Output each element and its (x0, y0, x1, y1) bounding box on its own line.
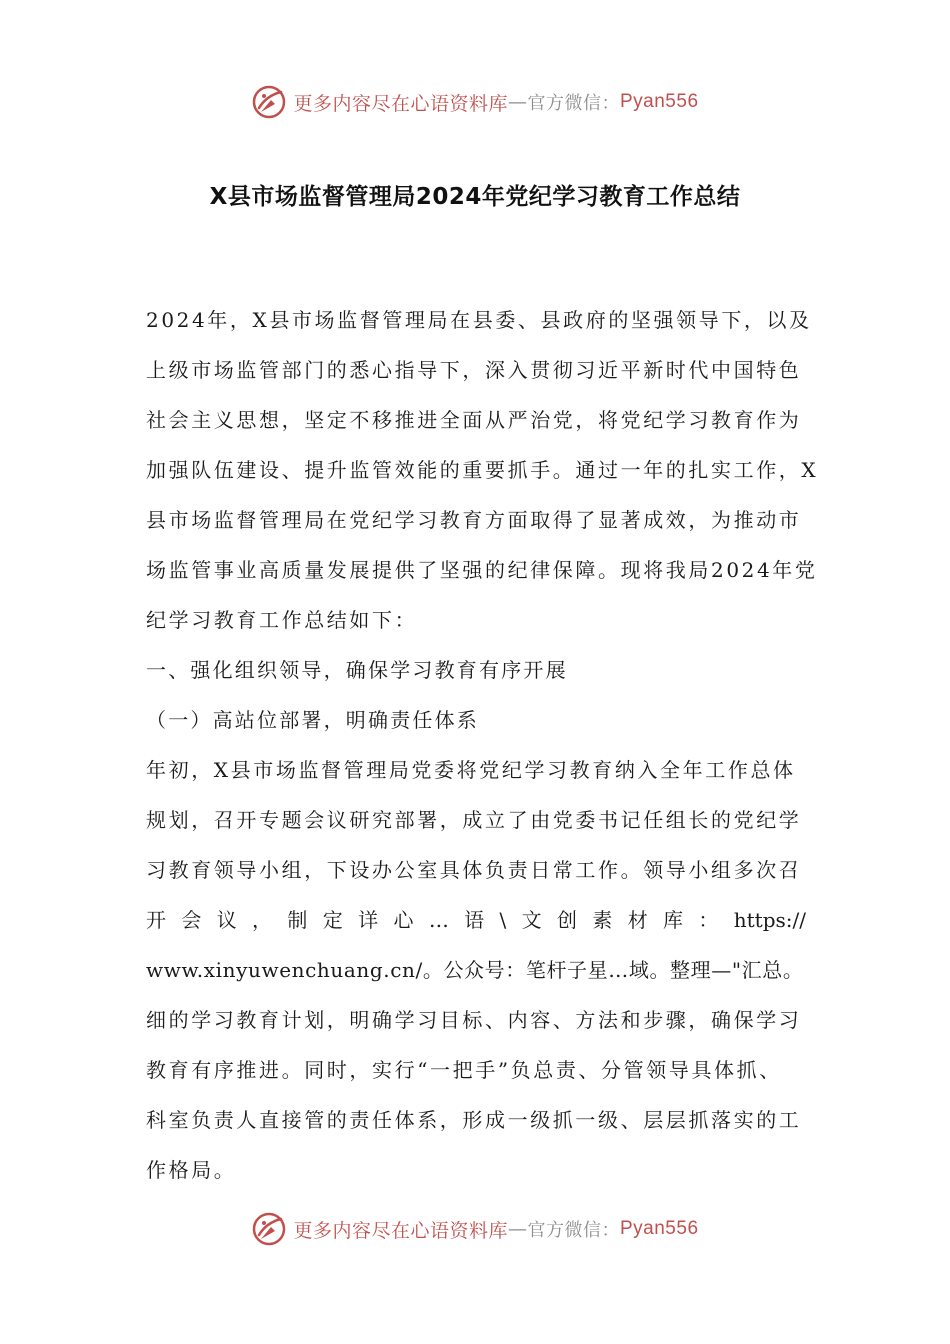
watermark-header (0, 82, 950, 122)
watermark-footer (0, 1209, 950, 1249)
watermark-wechat-label: 官方微信： (527, 93, 620, 114)
paragraph-line: 上级市场监管部门的悉心指导下，深入贯彻习近平新时代中国特色 (146, 358, 802, 382)
paragraph-line: 科室负责人直接管的责任体系，形成一级抓一级、层层抓落实的工 (146, 1108, 802, 1132)
paragraph-line: 纪学习教育工作总结如下： (146, 608, 418, 632)
section-heading: 一、强化组织领导，确保学习教育有序开展 (146, 658, 568, 682)
paragraph-line: 2024年，X县市场监督管理局在县委、县政府的坚强领导下，以及 (146, 308, 812, 332)
paragraph-line: 社会主义思想，坚定不移推进全面从严治党，将党纪学习教育作为 (146, 408, 802, 432)
paragraph-line: 年初，X县市场监督管理局党委将党纪学习教育纳入全年工作总体 (146, 758, 796, 782)
watermark-wechat-id: Pyan556 (620, 91, 699, 112)
paragraph-line: 县市场监督管理局在党纪学习教育方面取得了显著成效，为推动市 (146, 508, 802, 532)
paragraph-line: 作格局。 (146, 1158, 237, 1182)
watermark-site-text: 更多内容尽在心语资料库 (293, 92, 508, 115)
subsection-heading: （一）高站位部署，明确责任体系 (146, 708, 479, 732)
watermark-separator: — (508, 91, 528, 113)
pen-logo-icon (251, 1211, 287, 1247)
paragraph-line: 场监管事业高质量发展提供了坚强的纪律保障。现将我局2024年党 (146, 558, 818, 582)
paragraph-line: 细的学习教育计划，明确学习目标、内容、方法和步骤，确保学习 (146, 1008, 802, 1032)
document-title: X县市场监督管理局2024年党纪学习教育工作总结 (209, 184, 741, 210)
paragraph-line: 开会议，制定详心…语\文创素材库：https:// (146, 908, 806, 932)
watermark-site-text: 更多内容尽在心语资料库 (293, 1219, 508, 1242)
pen-logo-icon (251, 84, 287, 120)
paragraph-line: 加强队伍建设、提升监管效能的重要抓手。通过一年的扎实工作，X (146, 458, 819, 482)
paragraph-line: 规划，召开专题会议研究部署，成立了由党委书记任组长的党纪学 (146, 808, 802, 832)
watermark-wechat-id: Pyan556 (620, 1218, 699, 1239)
watermark-separator: — (508, 1218, 528, 1240)
paragraph-line: 教育有序推进。同时，实行“一把手”负总责、分管领导具体抓、 (146, 1058, 782, 1082)
document-body (146, 295, 819, 1195)
paragraph-line: www.xinyuwenchuang.cn/。公众号：笔杆子星…域。整理—"汇总。 (146, 958, 804, 982)
paragraph-line: 习教育领导小组，下设办公室具体负责日常工作。领导小组多次召 (146, 858, 802, 882)
watermark-wechat-label: 官方微信： (527, 1220, 620, 1241)
